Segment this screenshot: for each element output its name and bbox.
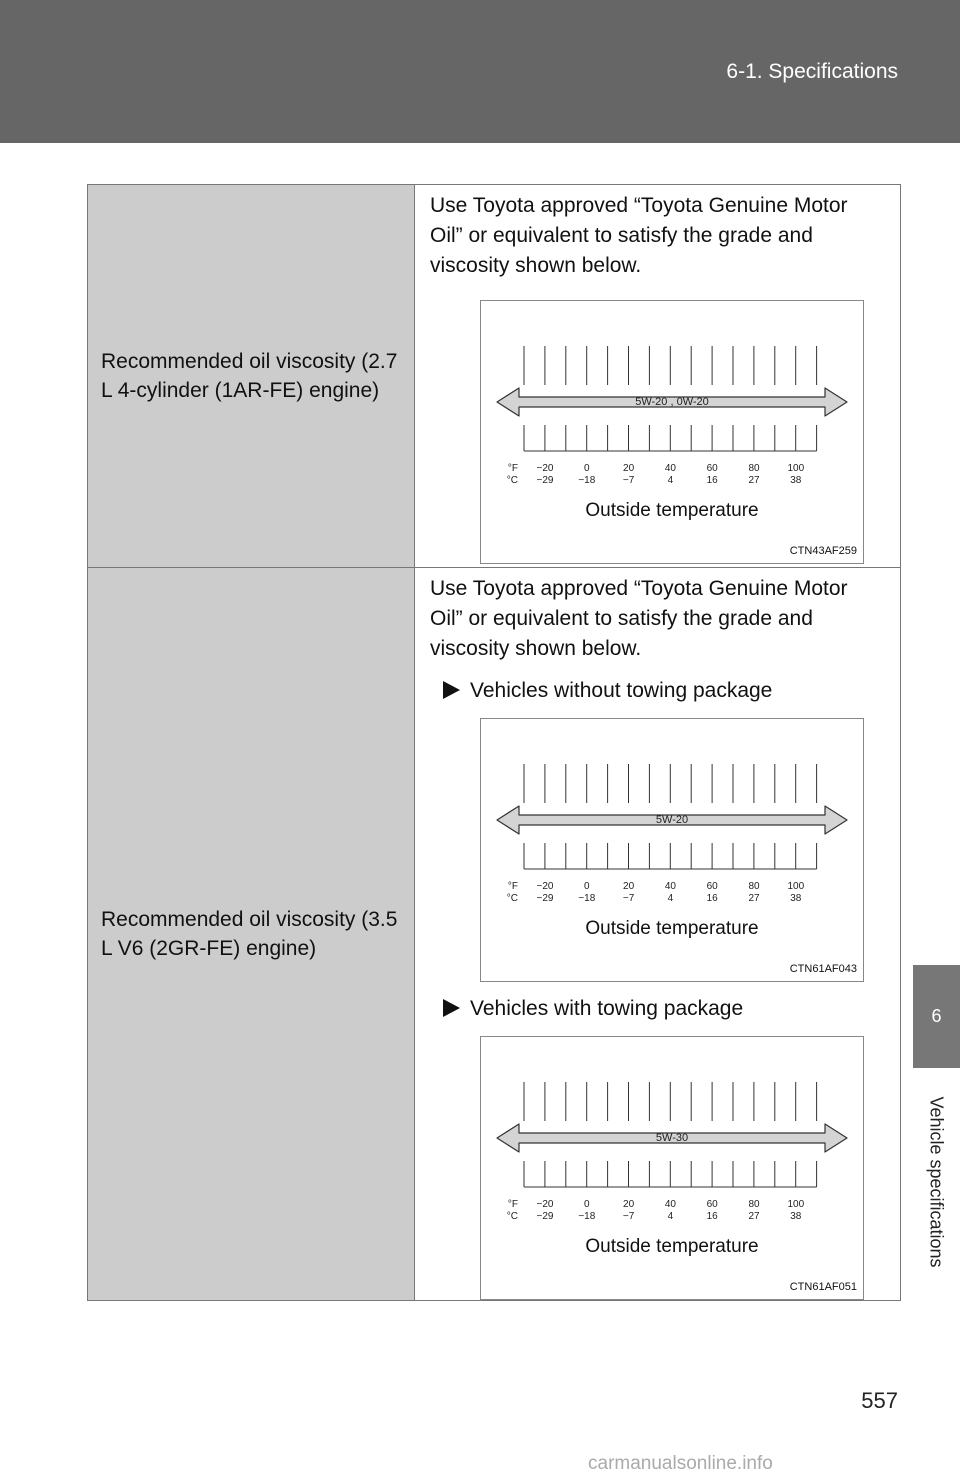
fahrenheit-tick: −20 (536, 463, 554, 474)
fahrenheit-unit: °F (507, 1199, 518, 1210)
celsius-unit: °C (506, 1211, 518, 1222)
row-text: Use Toyota approved “Toyota Genuine Motor Oil” or equivalent to satisfy the grade and viscosity shown below. (430, 194, 848, 277)
bullet-text: Vehicles with towing package (470, 997, 744, 1020)
figure-code: CTN61AF051 (789, 1281, 857, 1293)
grade-label: 5W-30 (655, 1132, 689, 1144)
bullet-with-towing (443, 994, 900, 1024)
viscosity-figure (480, 1036, 864, 1300)
row-label: Recommended oil viscosity (3.5 L V6 (2GR-FE) engine) (88, 568, 415, 1301)
celsius-unit: °C (506, 475, 518, 486)
celsius-tick: 4 (667, 893, 674, 904)
row-content (415, 185, 901, 568)
celsius-unit: °C (506, 893, 518, 904)
celsius-tick: −7 (622, 1211, 635, 1222)
figure-code: CTN43AF259 (789, 545, 857, 557)
fahrenheit-tick: 60 (706, 1199, 718, 1210)
fahrenheit-tick: 80 (748, 463, 760, 474)
fahrenheit-unit: °F (507, 881, 518, 892)
fahrenheit-unit: °F (507, 463, 518, 474)
celsius-tick: −29 (536, 893, 554, 904)
celsius-tick: 4 (667, 475, 674, 486)
fahrenheit-tick: 20 (623, 881, 635, 892)
row-label: Recommended oil viscosity (2.7 L 4-cylinder (1AR-FE) engine) (88, 185, 415, 568)
celsius-tick: 4 (667, 1211, 674, 1222)
celsius-tick: −18 (578, 475, 596, 486)
grade-label: 5W-20 (655, 814, 689, 826)
watermark: carmanualsonline.info (588, 1453, 773, 1474)
celsius-tick: 16 (706, 475, 718, 486)
table-row (88, 568, 901, 1301)
chapter-tab: 6 (913, 965, 960, 1068)
celsius-tick: −29 (536, 1211, 554, 1222)
celsius-tick: 27 (748, 475, 760, 486)
fahrenheit-tick: 100 (787, 881, 805, 892)
fahrenheit-tick: 60 (706, 463, 718, 474)
row-text: Use Toyota approved “Toyota Genuine Motor Oil” or equivalent to satisfy the grade and viscosity shown below. (430, 577, 848, 660)
celsius-tick: 27 (748, 1211, 760, 1222)
celsius-tick: 38 (790, 893, 802, 904)
fahrenheit-tick: 60 (706, 881, 718, 892)
temperature-scale-graphic (481, 1037, 863, 1299)
viscosity-figure (480, 300, 864, 564)
spec-table (87, 184, 901, 1301)
temperature-scale-graphic (481, 301, 863, 563)
section-title: 6-1. Specifications (726, 60, 898, 83)
row-content (415, 568, 901, 1301)
grade-label: 5W-20 , 0W-20 (635, 396, 709, 408)
bullet-text: Vehicles without towing package (470, 679, 773, 702)
celsius-tick: −7 (622, 475, 635, 486)
celsius-tick: −29 (536, 475, 554, 486)
fahrenheit-tick: 40 (664, 463, 676, 474)
fahrenheit-tick: 80 (748, 881, 760, 892)
celsius-tick: 16 (706, 893, 718, 904)
fahrenheit-tick: 80 (748, 1199, 760, 1210)
figure-code: CTN61AF043 (789, 963, 857, 975)
celsius-tick: 38 (790, 1211, 802, 1222)
temperature-scale-graphic (481, 719, 863, 981)
fahrenheit-tick: 40 (664, 881, 676, 892)
table-row (88, 185, 901, 568)
fahrenheit-tick: 20 (623, 463, 635, 474)
celsius-tick: 27 (748, 893, 760, 904)
figure-caption: Outside temperature (585, 918, 759, 939)
arrow-bullet-icon (443, 681, 460, 699)
fahrenheit-tick: 100 (787, 1199, 805, 1210)
arrow-bullet-icon (443, 999, 460, 1017)
fahrenheit-tick: 20 (623, 1199, 635, 1210)
fahrenheit-tick: 40 (664, 1199, 676, 1210)
fahrenheit-tick: −20 (536, 881, 554, 892)
bullet-without-towing (443, 676, 900, 706)
header-bar (0, 0, 960, 143)
figure-caption: Outside temperature (585, 500, 759, 521)
celsius-tick: −18 (578, 1211, 596, 1222)
celsius-tick: 38 (790, 475, 802, 486)
page-number: 557 (861, 1388, 898, 1413)
celsius-tick: 16 (706, 1211, 718, 1222)
fahrenheit-tick: 0 (584, 1199, 590, 1210)
fahrenheit-tick: 0 (584, 881, 590, 892)
chapter-label: Vehicle specifications (926, 1096, 947, 1268)
fahrenheit-tick: 100 (787, 463, 805, 474)
fahrenheit-tick: 0 (584, 463, 590, 474)
fahrenheit-tick: −20 (536, 1199, 554, 1210)
celsius-tick: −7 (622, 893, 635, 904)
celsius-tick: −18 (578, 893, 596, 904)
viscosity-figure (480, 718, 864, 982)
figure-caption: Outside temperature (585, 1236, 759, 1257)
